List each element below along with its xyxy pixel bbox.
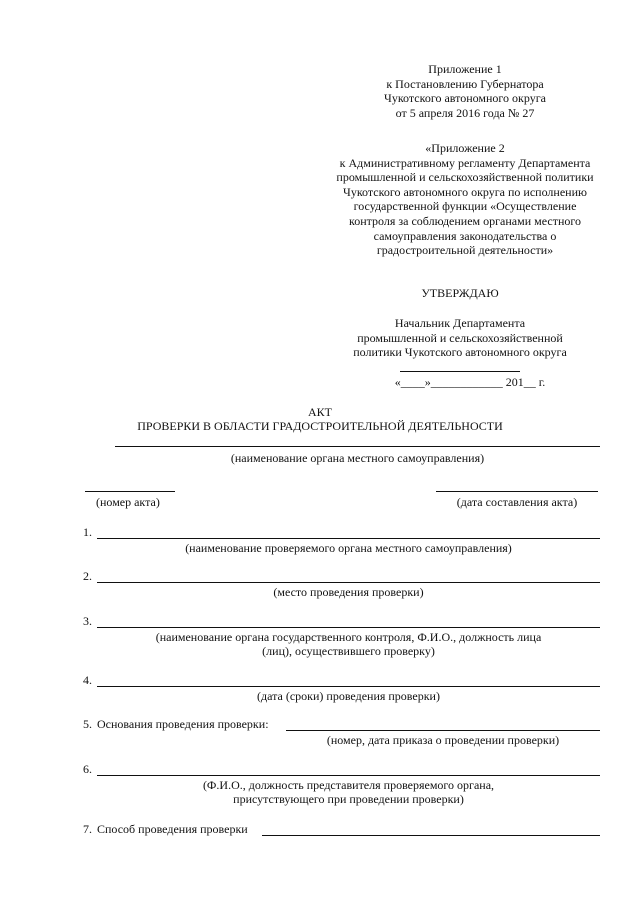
- item-5-number: 5.: [83, 717, 92, 731]
- item-2-number: 2.: [83, 569, 92, 583]
- act-date-line: [436, 491, 598, 492]
- approval-position-line: промышленной и сельскохозяйственной: [357, 330, 563, 345]
- appendix-1-line: Приложение 1: [428, 62, 502, 76]
- approval-date-line: «____»____________ 201__ г.: [394, 375, 546, 389]
- appendix-2-line: государственной функции «Осуществление: [353, 199, 577, 214]
- appendix-1-line: Чукотского автономного округа: [384, 91, 546, 106]
- appendix-1-line: к Постановлению Губернатора: [386, 76, 544, 91]
- item-2-caption: (место проведения проверки): [273, 585, 424, 599]
- item-6-number: 6.: [83, 762, 92, 776]
- item-3-caption: (наименование органа государственного контроля, Ф.И.О., должность лица: [155, 630, 542, 644]
- appendix-2-line: Чукотского автономного округа по исполнению: [343, 184, 587, 199]
- item-6-line: [97, 775, 600, 776]
- act-number-line: [85, 491, 175, 492]
- item-2-line: [97, 582, 600, 583]
- item-1-line: [97, 538, 600, 539]
- item-3-line: [97, 627, 600, 628]
- signature-line: [400, 371, 520, 372]
- appendix-2-line: «Приложение 2: [425, 141, 505, 155]
- item-3-number: 3.: [83, 614, 92, 628]
- act-title: АКТ: [308, 405, 332, 419]
- item-4-caption: (дата (сроки) проведения проверки): [257, 689, 440, 703]
- item-6-caption: присутствующего при проведении проверки): [233, 792, 464, 806]
- item-7-number: 7.: [83, 822, 92, 836]
- appendix-2-line: к Административному регламенту Департамента: [339, 155, 591, 170]
- appendix-2-line: контроля за соблюдением органами местного: [349, 213, 581, 228]
- item-1-number: 1.: [83, 525, 92, 539]
- approval-position-line: политики Чукотского автономного округа: [353, 345, 567, 360]
- appendix-2-line: самоуправления законодательства о: [373, 228, 557, 243]
- approval-title: УТВЕРЖДАЮ: [421, 286, 499, 300]
- appendix-2-header: [320, 141, 610, 258]
- item-5-label: Основания проведения проверки:: [97, 717, 269, 731]
- approval-position-line: Начальник Департамента: [394, 316, 526, 330]
- item-6-caption: (Ф.И.О., должность представителя проверяемого органа,: [202, 778, 495, 792]
- item-5-caption: (номер, дата приказа о проведении проверки): [326, 733, 560, 747]
- approval-position: [330, 316, 590, 360]
- item-7-line: [262, 835, 600, 836]
- appendix-2-line: промышленной и сельскохозяйственной политики: [336, 170, 594, 185]
- item-5-line: [286, 730, 600, 731]
- item-1-caption: (наименование проверяемого органа местного самоуправления): [185, 541, 512, 555]
- appendix-1-line: от 5 апреля 2016 года № 27: [395, 105, 535, 120]
- item-4-number: 4.: [83, 673, 92, 687]
- item-3-caption: (лиц), осуществившего проверку): [262, 644, 435, 658]
- item-7-label: Способ проведения проверки: [97, 822, 248, 836]
- act-date-caption: (дата составления акта): [456, 495, 578, 509]
- appendix-2-line: градостроительной деятельности»: [376, 243, 554, 258]
- item-4-line: [97, 686, 600, 687]
- appendix-1-header: [360, 62, 570, 120]
- authority-caption: (наименование органа местного самоуправления): [230, 451, 485, 465]
- authority-line: [115, 446, 600, 447]
- act-number-caption: (номер акта): [96, 495, 160, 509]
- act-subtitle: ПРОВЕРКИ В ОБЛАСТИ ГРАДОСТРОИТЕЛЬНОЙ ДЕЯТЕЛЬНОСТИ: [137, 419, 503, 433]
